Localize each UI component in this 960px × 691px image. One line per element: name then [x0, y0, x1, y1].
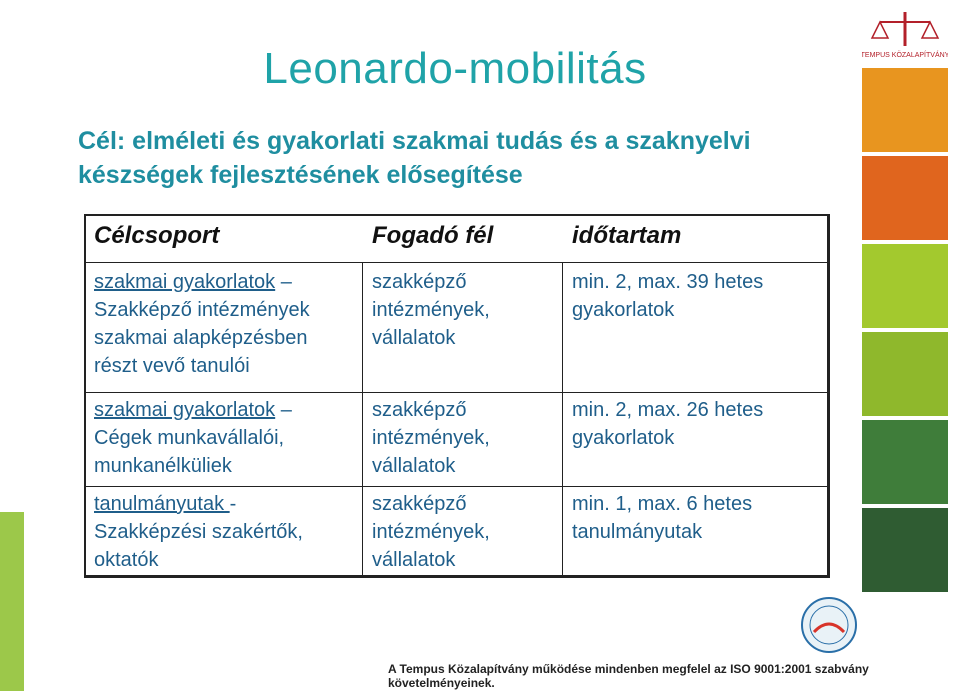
table-cell-host: szakképző intézmények, vállalatok — [372, 399, 490, 477]
target-group-link[interactable]: szakmai gyakorlatok — [94, 399, 276, 421]
stripe — [862, 244, 948, 328]
page-title: Leonardo-mobilitás — [263, 44, 647, 93]
header-target-group: Célcsoport — [94, 222, 220, 249]
table-cell-duration: min. 1, max. 6 hetes tanulmányutak — [572, 493, 753, 543]
column-divider — [362, 262, 363, 575]
target-group-link[interactable]: szakmai gyakorlatok — [94, 271, 276, 293]
table-cell-duration: min. 2, max. 39 hetes gyakorlatok — [572, 271, 764, 321]
header-host: Fogadó fél — [372, 222, 494, 249]
stripe — [862, 508, 948, 592]
table-cell-target-group: szakmai gyakorlatok – Szakképző intézmények szakmai alapképzésben részt vevő tanulói — [94, 271, 310, 377]
table-cell-host: szakképző intézmények, vállalatok — [372, 493, 490, 571]
row-divider — [86, 392, 827, 393]
header-duration: időtartam — [572, 222, 682, 249]
table-cell-target-group: tanulmányutak - Szakképzési szakértők, oktatók — [94, 493, 303, 571]
stripe — [862, 420, 948, 504]
iso-cert-seal — [800, 596, 858, 654]
left-accent-stripe — [0, 512, 24, 691]
mobility-table — [84, 214, 830, 578]
stripe — [862, 156, 948, 240]
table-cell-duration: min. 2, max. 26 hetes gyakorlatok — [572, 399, 764, 449]
page-subtitle: Cél: elméleti és gyakorlati szakmai tudás és a szaknyelvi készségek fejlesztésének elősegítése — [78, 127, 751, 189]
table-cell-host: szakképző intézmények, vállalatok — [372, 271, 490, 349]
stripe — [862, 332, 948, 416]
table-cell-target-group: szakmai gyakorlatok – Cégek munkavállalói, munkanélküliek — [94, 399, 292, 477]
row-divider — [86, 486, 827, 487]
footer-note: A Tempus Közalapítvány működése mindenben megfelel az ISO 9001:2001 szabvány követelményeinek. — [388, 662, 869, 690]
column-divider — [562, 262, 563, 575]
row-divider — [86, 262, 827, 263]
logo-text: TEMPUS KÖZALAPÍTVÁNY — [862, 52, 948, 59]
target-group-link[interactable]: tanulmányutak — [94, 493, 230, 515]
